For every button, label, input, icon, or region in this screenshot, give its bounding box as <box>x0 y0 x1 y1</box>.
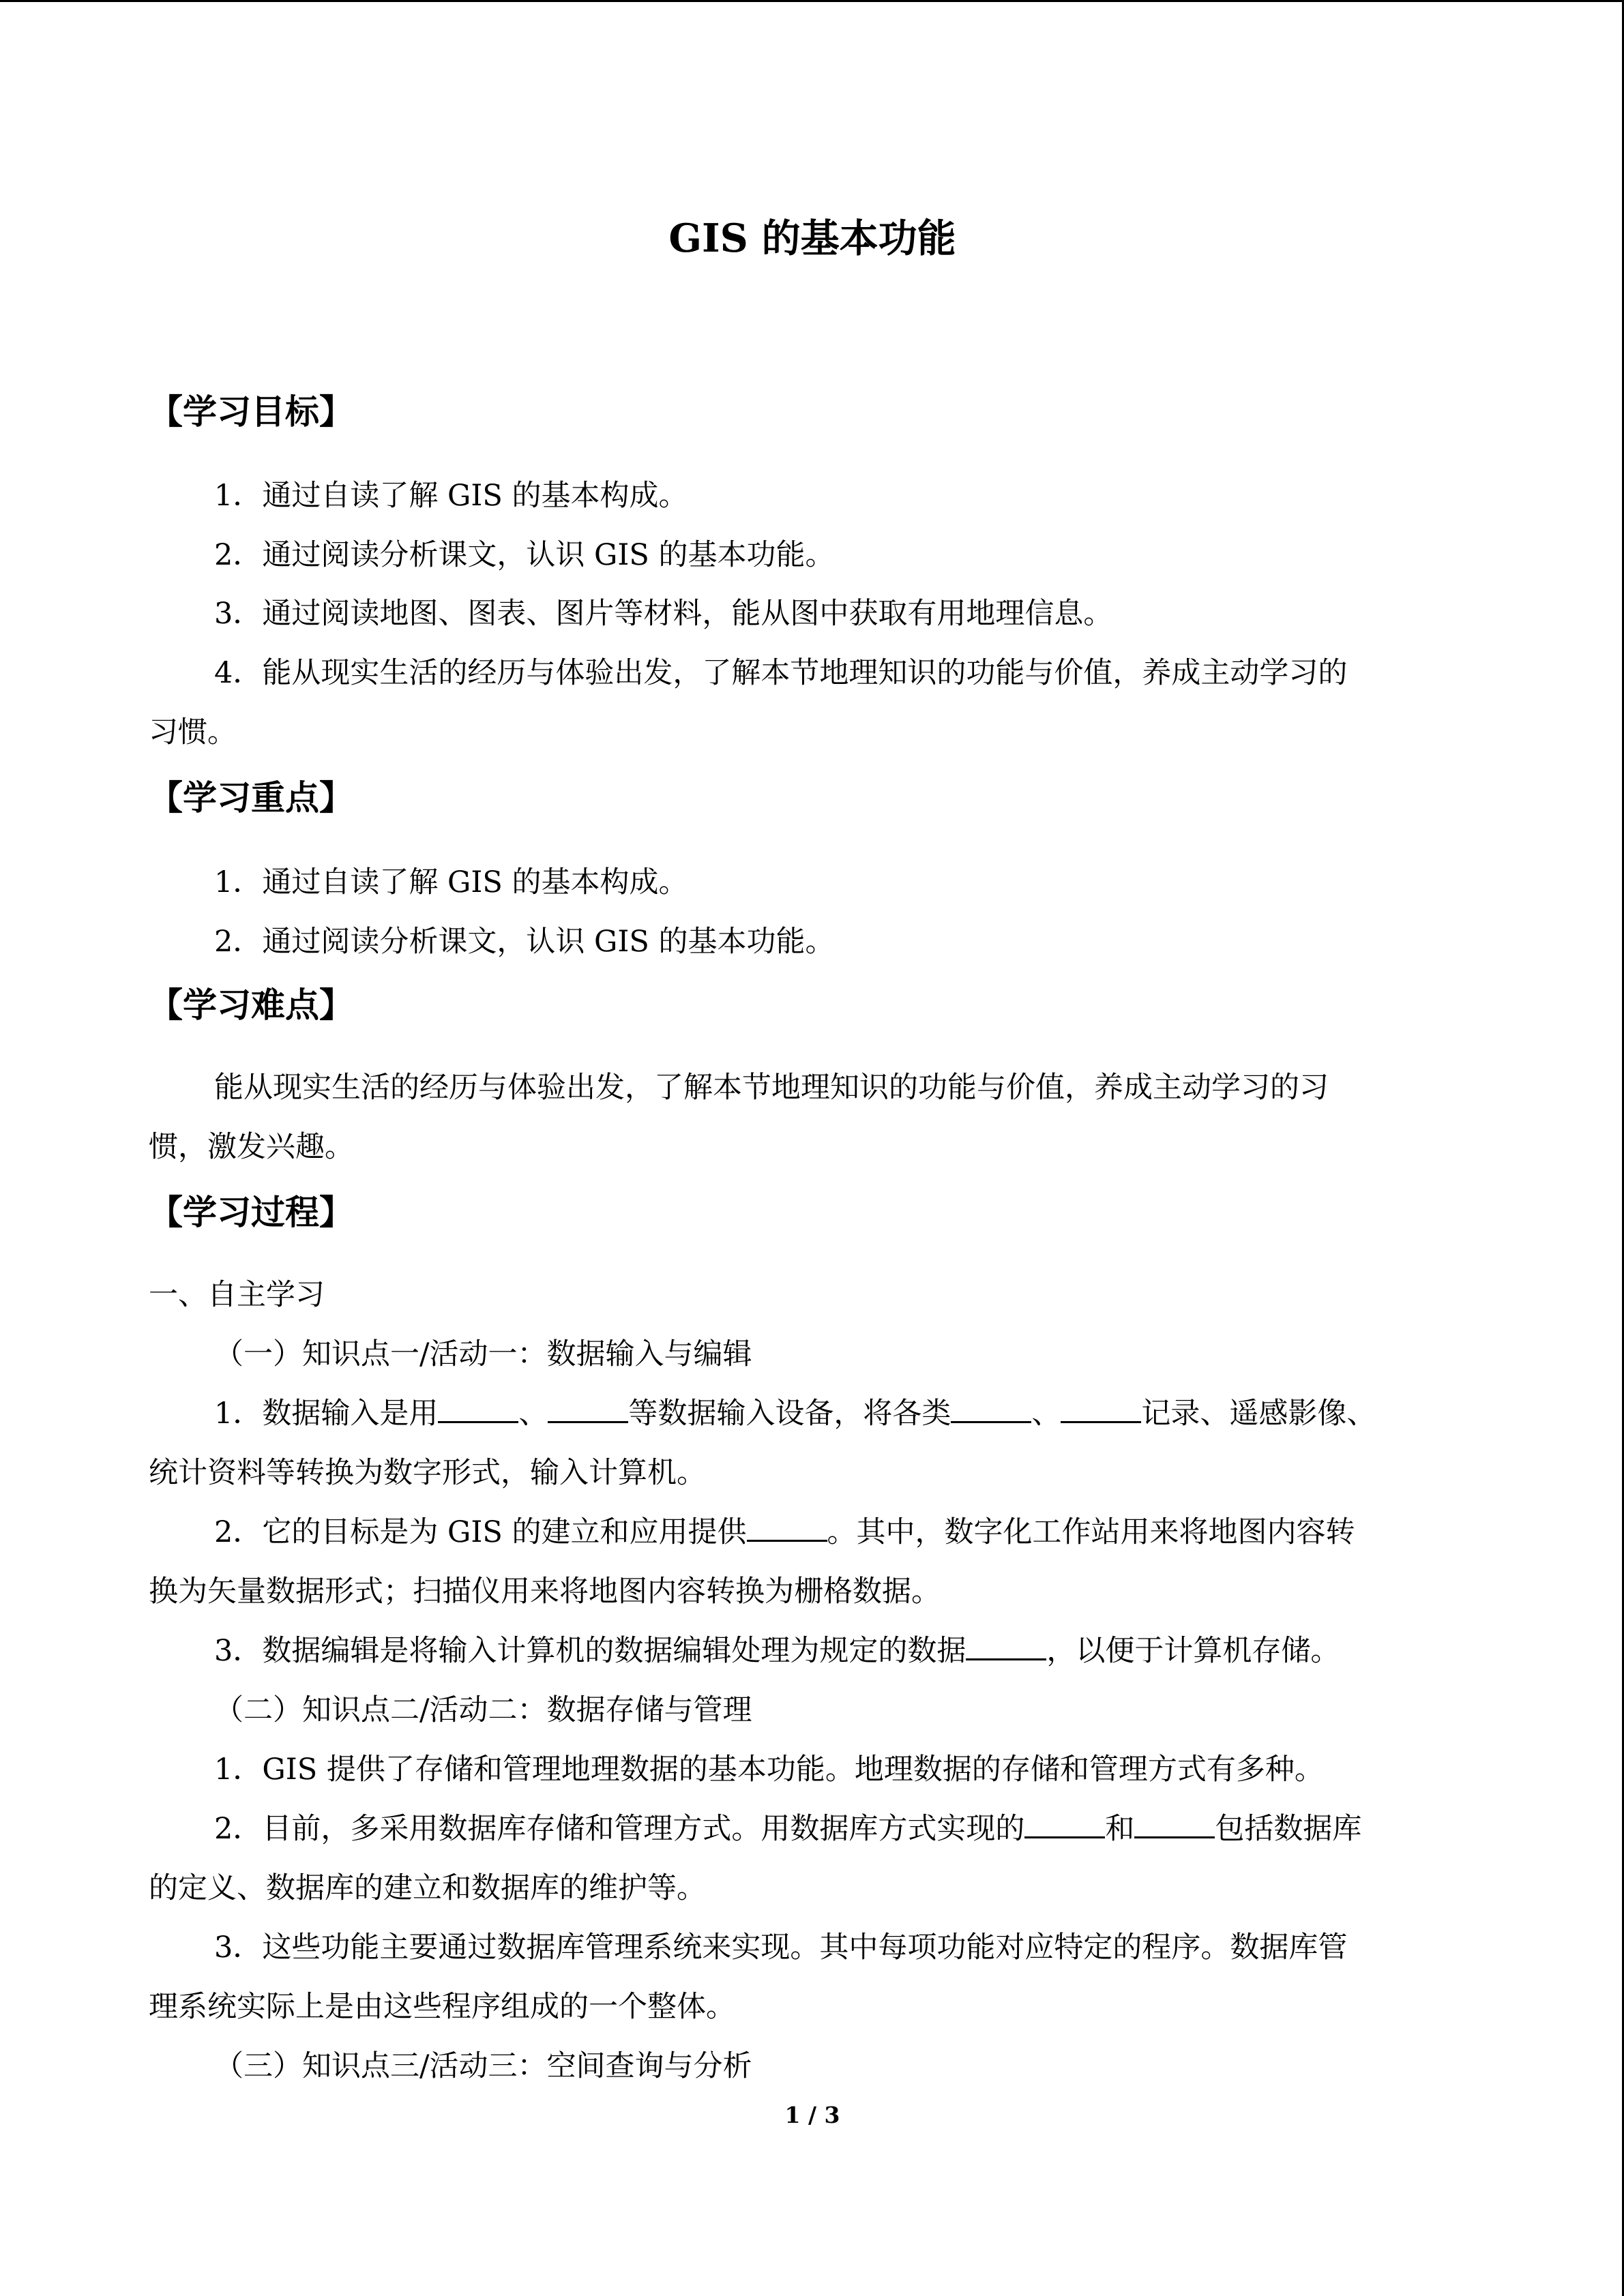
objectives-heading: 【学习目标】 <box>149 391 353 432</box>
document-page <box>149 0 1476 2296</box>
key-point-item: 2．通过阅读分析课文，认识 GIS 的基本功能。 <box>214 925 835 959</box>
fill-blank[interactable] <box>951 1394 1031 1423</box>
objective-item: 1．通过自读了解 GIS 的基本构成。 <box>214 479 688 513</box>
difficulties-heading: 【学习难点】 <box>149 985 353 1025</box>
k1-item-1-continuation: 统计资料等转换为数字形式，输入计算机。 <box>149 1456 706 1490</box>
k1-item-3: 3．数据编辑是将输入计算机的数据编辑处理为规定的数据 ，以便于计算机存储。 <box>214 1629 1340 1673</box>
fill-blank[interactable] <box>747 1512 827 1542</box>
page-number: 1 / 3 <box>784 2102 840 2128</box>
fill-blank[interactable] <box>966 1631 1046 1660</box>
k1-item-1: 1．数据输入是用 、 等数据输入设备，将各类 、 记录、遥感影像、 <box>214 1392 1376 1435</box>
knowledge-point-2-title: （二）知识点二/活动二：数据存储与管理 <box>214 1693 752 1727</box>
objective-item: 2．通过阅读分析课文，认识 GIS 的基本功能。 <box>214 538 835 572</box>
part-one-heading: 一、自主学习 <box>149 1278 325 1312</box>
k2-item-3-continuation: 理系统实际上是由这些程序组成的一个整体。 <box>149 1990 735 2024</box>
difficulty-line: 能从现实生活的经历与体验出发，了解本节地理知识的功能与价值，养成主动学习的习 <box>214 1071 1329 1105</box>
fill-blank[interactable] <box>548 1394 628 1423</box>
k2-item-2: 2．目前，多采用数据库存储和管理方式。用数据库方式实现的 和 包括数据库 <box>214 1807 1361 1851</box>
fill-blank[interactable] <box>1061 1394 1141 1423</box>
fill-blank[interactable] <box>438 1394 518 1423</box>
document-title: GIS 的基本功能 <box>668 215 956 261</box>
objective-item: 4．能从现实生活的经历与体验出发，了解本节地理知识的功能与价值，养成主动学习的 <box>214 656 1348 690</box>
objective-item: 3．通过阅读地图、图表、图片等材料，能从图中获取有用地理信息。 <box>214 597 1113 631</box>
k1-item-2: 2．它的目标是为 GIS 的建立和应用提供 。其中，数字化工作站用来将地图内容转 <box>214 1510 1355 1554</box>
key-points-heading: 【学习重点】 <box>149 777 353 818</box>
key-point-item: 1．通过自读了解 GIS 的基本构成。 <box>214 865 688 899</box>
process-heading: 【学习过程】 <box>149 1192 353 1232</box>
k2-item-2-continuation: 的定义、数据库的建立和数据库的维护等。 <box>149 1871 706 1905</box>
fill-blank[interactable] <box>1024 1809 1105 1838</box>
k1-item-2-continuation: 换为矢量数据形式；扫描仪用来将地图内容转换为栅格数据。 <box>149 1575 941 1609</box>
knowledge-point-1-title: （一）知识点一/活动一：数据输入与编辑 <box>214 1337 752 1371</box>
k2-item-1: 1．GIS 提供了存储和管理地理数据的基本功能。地理数据的存储和管理方式有多种。 <box>214 1753 1324 1787</box>
k2-item-3: 3．这些功能主要通过数据库管理系统来实现。其中每项功能对应特定的程序。数据库管 <box>214 1930 1348 1965</box>
knowledge-point-3-title: （三）知识点三/活动三：空间查询与分析 <box>214 2049 752 2083</box>
difficulty-line-continuation: 惯，激发兴趣。 <box>149 1130 354 1164</box>
fill-blank[interactable] <box>1134 1809 1215 1838</box>
objective-item-continuation: 习惯。 <box>149 715 237 749</box>
